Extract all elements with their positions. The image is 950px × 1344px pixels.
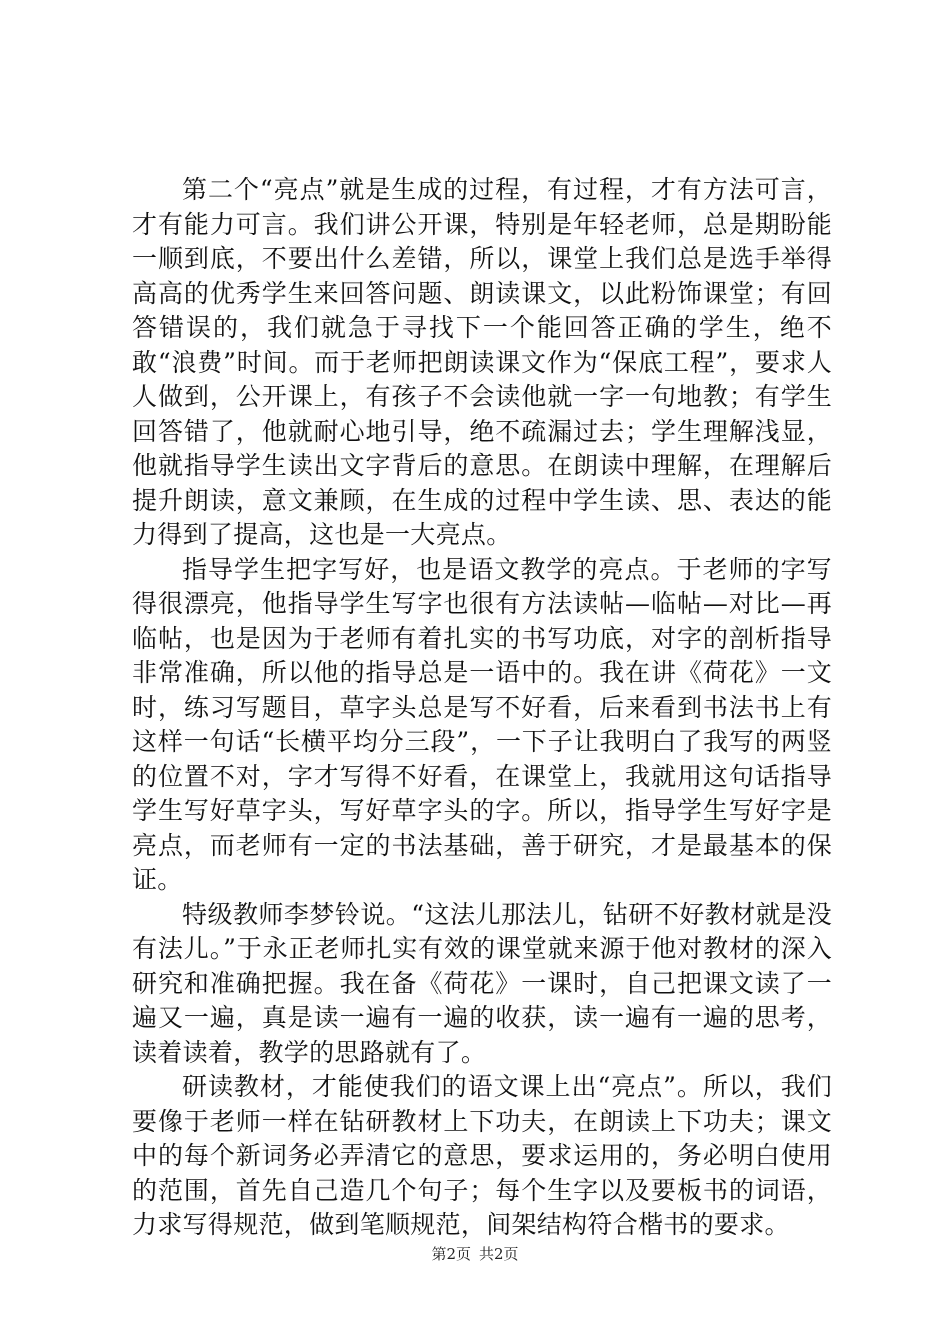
paragraph: 特级教师李梦铃说。“这法儿那法儿，钻研不好教材就是没有法儿。”于永正老师扎实有效的课堂就来源于他对教材的深入研究和准确把握。我在备《荷花》一课时，自己把课文读了一遍又一遍，真是读一遍有一遍的收获，读一遍有一遍的思考，读着读着，教学的思路就有了。 bbox=[132, 899, 832, 1067]
paragraph: 第二个“亮点”就是生成的过程，有过程，才有方法可言，才有能力可言。我们讲公开课，特别是年轻老师，总是期盼能一顺到底，不要出什么差错，所以，课堂上我们总是选手举得高高的优秀学生来回答问题、朗读课文，以此粉饰课堂；有回答错误的，我们就急于寻找下一个能回答正确的学生，绝不敢“浪费”时间。而于老师把朗读课文作为“保底工程”，要求人人做到，公开课上，有孩子不会读他就一字一句地教；有学生回答错了，他就耐心地引导，绝不疏漏过去；学生理解浅显，他就指导学生读出文字背后的意思。在朗读中理解，在理解后提升朗读，意文兼顾，在生成的过程中学生读、思、表达的能力得到了提高，这也是一大亮点。 bbox=[132, 175, 832, 549]
page-number: 第2页 bbox=[431, 1245, 471, 1263]
paragraph: 指导学生把字写好，也是语文教学的亮点。于老师的字写得很漂亮，他指导学生写字也很有方法读帖—临帖—对比—再临帖，也是因为于老师有着扎实的书写功底，对字的剖析指导非常准确，所以他的指导总是一语中的。我在讲《荷花》一文时，练习写题目，草字头总是写不好看，后来看到书法书上有这样一句话“长横平均分三段”，一下子让我明白了我写的两竖的位置不对，字才写得不好看，在课堂上，我就用这句话指导学生写好草字头，写好草字头的字。所以，指导学生写好字是亮点，而老师有一定的书法基础，善于研究，才是最基本的保证。 bbox=[132, 554, 832, 894]
document-body bbox=[132, 173, 832, 1243]
page-footer bbox=[0, 1244, 950, 1264]
paragraph: 研读教材，才能使我们的语文课上出“亮点”。所以，我们要像于老师一样在钻研教材上下功夫，在朗读上下功夫；课文中的每个新词务必弄清它的意思，要求运用的，务必明白使用的范围，首先自己造几个句子；每个生字以及要板书的词语，力求写得规范，做到笔顺规范，间架结构符合楷书的要求。 bbox=[132, 1072, 832, 1239]
page-total: 共2页 bbox=[479, 1245, 519, 1263]
